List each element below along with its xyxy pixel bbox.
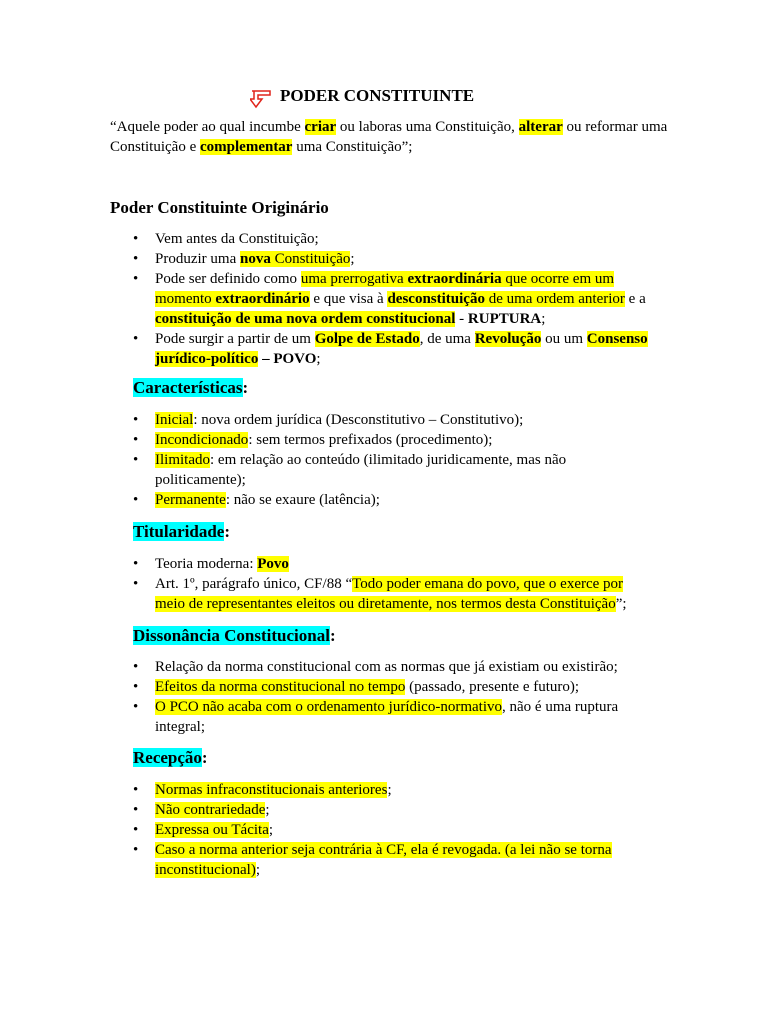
list-item	[133, 840, 653, 880]
recepcao-list	[133, 780, 653, 880]
heading-recepcao	[133, 748, 208, 768]
list-item	[133, 677, 653, 697]
item-text: ;	[265, 802, 270, 818]
item-text: Relação da norma constitucional com as normas que já existiam ou existirão;	[155, 659, 618, 675]
list-item	[133, 657, 653, 677]
item-text: ;	[255, 862, 260, 878]
list-item	[133, 329, 653, 369]
heading-titularidade	[133, 522, 230, 542]
item-text: -	[455, 311, 468, 327]
highlight-text: constituição de uma nova ordem constitucional	[155, 311, 456, 327]
item-text: Art. 1º, parágrafo único, CF/88 “	[155, 576, 353, 592]
item-text: : nova ordem jurídica (Desconstitutivo – Constitutivo);	[193, 412, 524, 428]
page-title: PODER CONSTITUINTE	[280, 86, 475, 105]
item-text: ;	[350, 251, 355, 267]
item-text: ;	[268, 822, 274, 838]
quote-text: “Aquele poder ao qual incumbe	[110, 119, 305, 135]
list-item	[133, 450, 653, 490]
list-item	[133, 269, 653, 329]
heading-colon: :	[242, 378, 249, 397]
title-row	[0, 86, 768, 108]
bold-text: RUPTURA	[467, 311, 542, 327]
highlight-text: Inicial	[155, 412, 194, 428]
list-item	[133, 430, 653, 450]
highlight-complementar: complementar	[200, 139, 293, 155]
quote-text: uma Constituição”;	[292, 139, 413, 155]
quote-text: ou reformar uma Constituição e	[110, 119, 668, 155]
highlight-text: Expressa ou Tácita	[155, 822, 269, 838]
item-text: ”;	[615, 596, 627, 612]
highlight-text: Constituição	[270, 251, 351, 267]
list-item	[133, 490, 653, 510]
heading-colon: :	[224, 522, 230, 541]
highlight-text: O PCO não acaba com o ordenamento jurídico-normativo	[155, 699, 502, 715]
heading-text: Dissonância Constitucional	[133, 626, 330, 645]
highlight-text: Não contrariedade	[155, 802, 266, 818]
item-text: ;	[541, 311, 546, 327]
list-item	[133, 554, 653, 574]
item-text: e a	[624, 291, 646, 307]
highlight-text: extraordinário	[215, 291, 310, 307]
heading-text: Características	[133, 378, 243, 397]
originario-list	[133, 229, 653, 369]
list-item	[133, 249, 653, 269]
list-item	[133, 820, 653, 840]
item-text: : não se exaure (latência);	[225, 492, 380, 508]
item-text: e que visa à	[309, 291, 388, 307]
item-text: , não é uma ruptura integral;	[155, 699, 619, 735]
item-text: ;	[316, 351, 321, 367]
list-item	[133, 780, 653, 800]
item-text: : sem termos prefixados (procedimento);	[248, 432, 493, 448]
bold-text: POVO	[273, 351, 317, 367]
item-text: (passado, presente e futuro);	[405, 679, 580, 695]
highlight-text: Incondicionado	[155, 432, 249, 448]
highlight-text: Consenso jurídico-político	[155, 331, 648, 367]
titularidade-list	[133, 554, 653, 614]
list-item	[133, 229, 653, 249]
quote-text: ou laboras uma Constituição,	[336, 119, 519, 135]
highlight-text: nova	[239, 251, 271, 267]
dissonancia-list	[133, 657, 653, 737]
list-item	[133, 410, 653, 430]
item-text: Pode ser definido como	[155, 271, 301, 287]
highlight-text: Golpe de Estado	[314, 331, 420, 347]
item-text: Vem antes da Constituição;	[155, 231, 319, 247]
intro-quote	[110, 117, 670, 157]
heading-text: Recepção	[133, 748, 202, 767]
list-item	[133, 574, 653, 614]
highlight-text: desconstituição	[387, 291, 485, 307]
down-arrow-outline-icon	[250, 89, 272, 109]
highlight-text: Todo poder emana do povo, que o exerce por meio de representantes eleitos ou diretamente, nos termos desta Constituição	[155, 576, 624, 612]
list-item	[133, 800, 653, 820]
heading-dissonancia	[133, 626, 336, 646]
item-text: , de uma	[419, 331, 475, 347]
highlight-text: Caso a norma anterior seja contrária à CF, ela é revogada. (a lei não se torna inconstitucional)	[155, 842, 612, 878]
highlight-alterar: alterar	[518, 119, 563, 135]
caracteristicas-list	[133, 410, 653, 510]
item-text: ;	[387, 782, 392, 798]
item-text: : em relação ao conteúdo (ilimitado juridicamente, mas não politicamente);	[155, 452, 567, 488]
item-text: Teoria moderna:	[155, 556, 258, 572]
item-text: ou um	[541, 331, 587, 347]
item-text: Pode surgir a partir de um	[155, 331, 315, 347]
heading-colon: :	[329, 626, 336, 645]
highlight-text: Normas infraconstitucionais anteriores	[155, 782, 388, 798]
highlight-text: Efeitos da norma constitucional no tempo	[155, 679, 406, 695]
highlight-text: uma prerrogativa	[300, 271, 408, 287]
highlight-text: que ocorre em um momento	[155, 271, 615, 307]
highlight-text: Ilimitado	[155, 452, 210, 468]
heading-text: Titularidade	[133, 522, 225, 541]
highlight-text: de uma ordem anterior	[484, 291, 625, 307]
highlight-text: extraordinária	[407, 271, 502, 287]
highlight-criar: criar	[304, 119, 337, 135]
highlight-text: Povo	[257, 556, 289, 572]
heading-colon: :	[201, 748, 208, 767]
bold-text: –	[258, 351, 274, 367]
item-text: Produzir uma	[155, 251, 240, 267]
highlight-text: Permanente	[155, 492, 226, 508]
list-item	[133, 697, 653, 737]
highlight-text: Revolução	[474, 331, 542, 347]
heading-originario: Poder Constituinte Originário	[110, 198, 329, 217]
heading-caracteristicas	[133, 378, 248, 398]
